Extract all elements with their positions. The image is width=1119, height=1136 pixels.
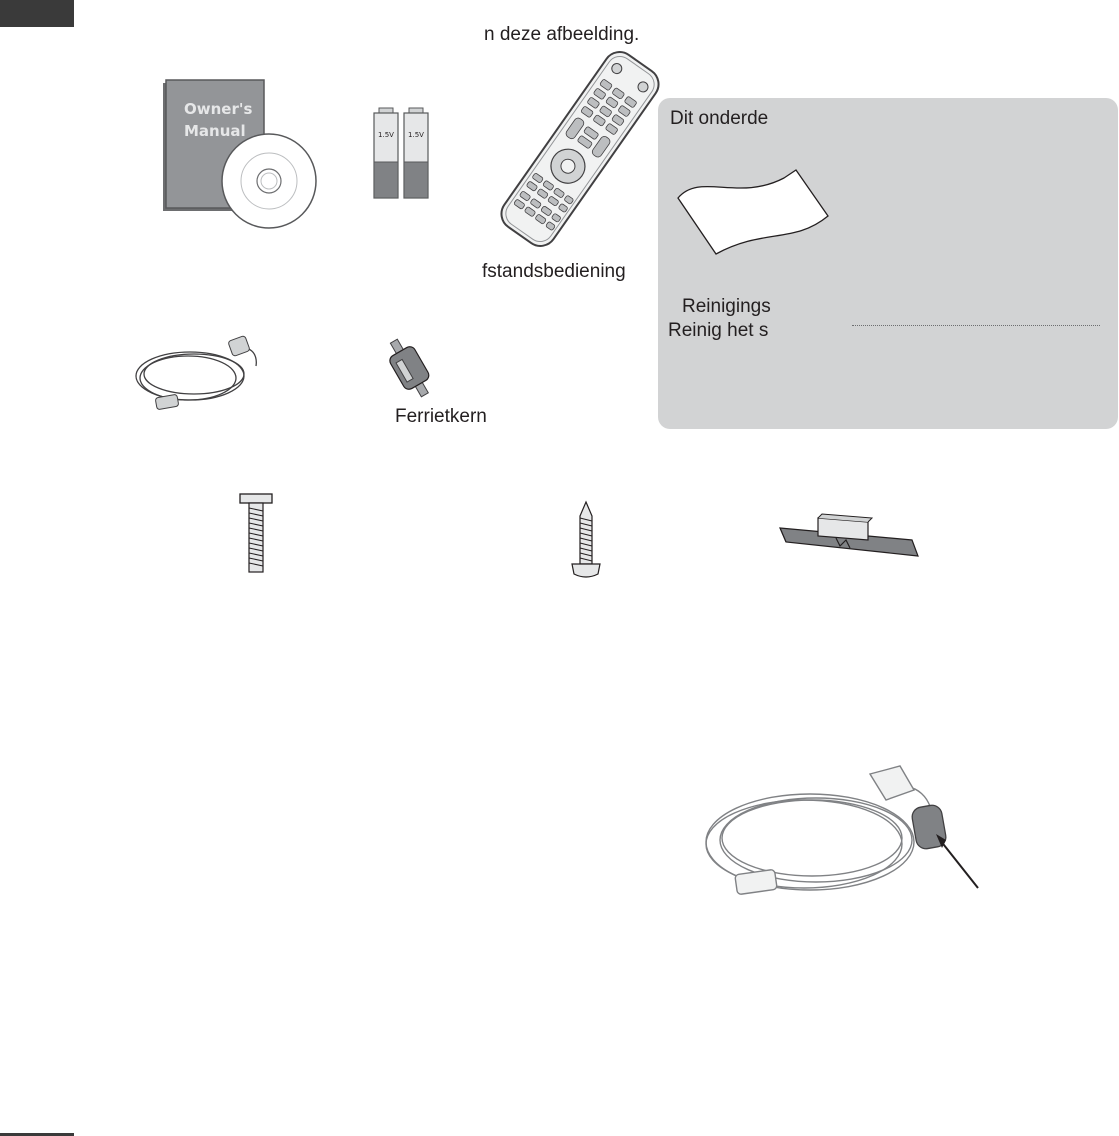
leader-dotted-line bbox=[852, 325, 1100, 326]
note-panel bbox=[658, 98, 1118, 429]
power-cord-illustration bbox=[132, 330, 272, 414]
batteries-illustration bbox=[372, 108, 434, 200]
battery-2-voltage: 1.5V bbox=[408, 131, 424, 139]
manual-title-line2: Manual bbox=[184, 122, 246, 140]
page-corner-tab bbox=[0, 0, 74, 27]
bolt-screw-illustration bbox=[236, 492, 276, 574]
cleaning-cloth-label: Reinigings bbox=[682, 296, 771, 317]
battery-1-voltage: 1.5V bbox=[378, 131, 394, 139]
note-title: Dit onderde bbox=[670, 108, 769, 129]
remote-caption: fstandsbediening bbox=[482, 261, 626, 282]
power-cord-with-ferrite-illustration bbox=[700, 760, 1000, 900]
manual-title-line1: Owner's bbox=[184, 100, 253, 118]
cleaning-cloth-illustration bbox=[674, 168, 832, 260]
intro-text: n deze afbeelding. bbox=[484, 24, 640, 45]
ferrite-core-illustration bbox=[388, 332, 448, 394]
remote-control-illustration bbox=[482, 44, 678, 254]
ferrite-core-caption: Ferrietkern bbox=[395, 406, 487, 427]
cleaning-cloth-description: Reinig het s bbox=[668, 320, 769, 341]
stand-bracket-illustration bbox=[778, 512, 920, 560]
owners-manual-illustration bbox=[160, 80, 320, 230]
wood-screw-illustration bbox=[568, 500, 604, 580]
